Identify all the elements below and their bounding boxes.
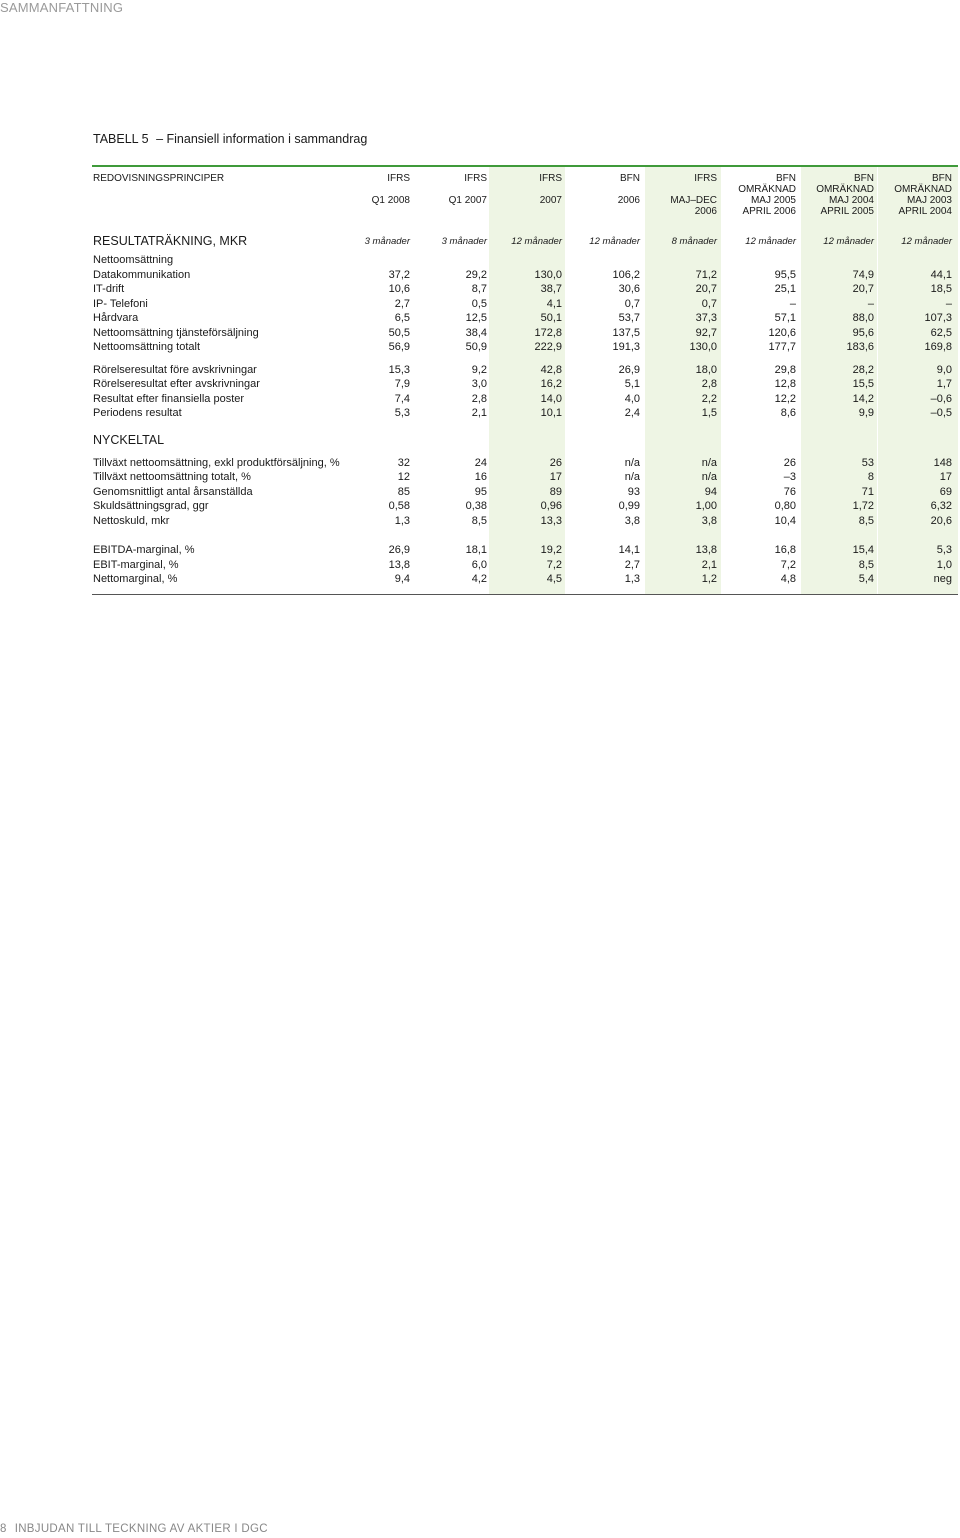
row-label: Genomsnittligt antal årsanställda [93,486,253,498]
header-cell: OMRÄKNAD [816,184,874,195]
value-cell: n/a [701,471,717,483]
period-cell: 8 månader [671,236,717,247]
value-cell: 13,8 [388,559,410,571]
value-cell: 3,8 [624,515,640,527]
section-title: RESULTATRÄKNING, MKR [93,234,248,248]
value-cell: 137,5 [612,327,640,339]
value-cell: 12,5 [465,312,487,324]
value-cell: 1,0 [936,559,952,571]
value-cell: 8,5 [858,559,874,571]
value-cell: 89 [549,486,562,498]
value-cell: 16,8 [774,544,796,556]
value-cell: 42,8 [540,364,562,376]
value-cell: 20,7 [695,283,717,295]
value-cell: 38,7 [540,283,562,295]
subheading: Nettoomsättning [93,254,174,266]
table-row [92,340,958,354]
value-cell: 169,8 [924,341,952,353]
value-cell: 85 [397,486,410,498]
value-cell: 8 [867,471,874,483]
table-row [92,282,958,296]
value-cell: 71,2 [695,269,717,281]
value-cell: 44,1 [930,269,952,281]
value-cell: 69 [939,486,952,498]
row-label: Rörelseresultat före avskrivningar [93,364,257,376]
header-cell: MAJ 2004 [828,195,874,206]
header-cell: 2006 [617,195,640,206]
header-cell: BFN [854,173,874,184]
section-header: SAMMANFATTNING [0,0,124,15]
value-cell: n/a [701,457,717,469]
value-cell: 18,0 [695,364,717,376]
header-cell: MAJ–DEC [670,195,717,206]
value-cell: 10,6 [388,283,410,295]
table-row [92,499,958,513]
header-cell: IFRS [694,173,717,184]
value-cell: 191,3 [612,341,640,353]
row-label: Tillväxt nettoomsättning, exkl produktförsäljning, % [93,457,340,469]
value-cell: 37,3 [695,312,717,324]
value-cell: 53 [861,457,874,469]
principles-label: REDOVISNINGSPRINCIPER [93,173,225,184]
value-cell: –0,6 [930,393,952,405]
net-sales-heading [92,253,958,267]
section-income [92,234,958,248]
value-cell: 8,6 [780,407,796,419]
row-label: Nettoomsättning totalt [93,341,201,353]
value-cell: 19,2 [540,544,562,556]
value-cell: 222,9 [534,341,562,353]
value-cell: 2,8 [471,393,487,405]
value-cell: 15,5 [852,378,874,390]
row-label: Nettoomsättning tjänsteförsäljning [93,327,259,339]
row-label: Datakommunikation [93,269,191,281]
value-cell: 12 [397,471,410,483]
value-cell: 93 [627,486,640,498]
value-cell: 7,9 [394,378,410,390]
table-row [92,326,958,340]
table-row [92,268,958,282]
value-cell: 71 [861,486,874,498]
row-label: Nettomarginal, % [93,573,178,585]
table-row [92,363,958,377]
value-cell: 5,3 [936,544,952,556]
value-cell: 12,8 [774,378,796,390]
value-cell: 9,0 [936,364,952,376]
header-cell: BFN [932,173,952,184]
header-cell: OMRÄKNAD [738,184,796,195]
value-cell: 56,9 [388,341,410,353]
value-cell: 94 [704,486,717,498]
value-cell: 26,9 [388,544,410,556]
table-row [92,572,958,586]
value-cell: 26,9 [618,364,640,376]
period-cell: 12 månader [745,236,796,247]
value-cell: 1,2 [701,573,717,585]
header-cell: BFN [620,173,640,184]
value-cell: 106,2 [612,269,640,281]
value-cell: 120,6 [768,327,796,339]
header-cell: Q1 2008 [371,195,410,206]
section-kpi [92,433,958,447]
value-cell: 32 [397,457,410,469]
table-row [92,377,958,391]
value-cell: 0,58 [388,500,410,512]
value-cell: 1,00 [695,500,717,512]
value-cell: 8,5 [858,515,874,527]
table-row [92,470,958,484]
table-row [92,456,958,470]
row-label: Skuldsättningsgrad, ggr [93,500,209,512]
value-cell: 183,6 [846,341,874,353]
row-label: Nettoskuld, mkr [93,515,170,527]
period-cell: 12 månader [901,236,952,247]
value-cell: 53,7 [618,312,640,324]
period-cell: 12 månader [589,236,640,247]
row-label: Resultat efter finansiella poster [93,393,245,405]
value-cell: 18,5 [930,283,952,295]
value-cell: 4,2 [471,573,487,585]
value-cell: 2,1 [471,407,487,419]
value-cell: n/a [624,471,640,483]
table-row [92,558,958,572]
value-cell: 3,8 [701,515,717,527]
value-cell: 28,2 [852,364,874,376]
value-cell: 20,6 [930,515,952,527]
value-cell: 15,3 [388,364,410,376]
header-cell: Q1 2007 [448,195,487,206]
value-cell: 4,1 [546,298,562,310]
value-cell: 74,9 [852,269,874,281]
value-cell: 107,3 [924,312,952,324]
value-cell: 18,1 [465,544,487,556]
value-cell: 62,5 [930,327,952,339]
value-cell: neg [933,573,952,585]
value-cell: 7,2 [546,559,562,571]
value-cell: 172,8 [534,327,562,339]
value-cell: 20,7 [852,283,874,295]
value-cell: 2,4 [624,407,640,419]
value-cell: 29,2 [465,269,487,281]
value-cell: 12,2 [774,393,796,405]
header-cell: IFRS [464,173,487,184]
value-cell: 88,0 [852,312,874,324]
header-cell: MAJ 2003 [906,195,952,206]
value-cell: 1,7 [936,378,952,390]
value-cell: – [867,298,874,310]
value-cell: 14,1 [618,544,640,556]
value-cell: 6,5 [394,312,410,324]
value-cell: 16,2 [540,378,562,390]
row-label: Hårdvara [93,312,139,324]
value-cell: 0,80 [774,500,796,512]
value-cell: 0,38 [465,500,487,512]
header-cell: BFN [776,173,796,184]
value-cell: 50,5 [388,327,410,339]
value-cell: n/a [624,457,640,469]
table-title-text: Finansiell information i sammandrag [166,132,368,146]
value-cell: 13,3 [540,515,562,527]
table-row [92,392,958,406]
row-label: Rörelseresultat efter avskrivningar [93,378,260,390]
table-row [92,543,958,557]
value-cell: 5,4 [858,573,874,585]
value-cell: 5,3 [394,407,410,419]
period-cell: 3 månader [364,236,410,247]
footer-text: INBJUDAN TILL TECKNING AV AKTIER I DGC [14,1523,268,1535]
value-cell: 6,32 [930,500,952,512]
period-cell: 3 månader [441,236,487,247]
value-cell: 1,72 [852,500,874,512]
row-label: Tillväxt nettoomsättning totalt, % [93,471,251,483]
value-cell: 50,9 [465,341,487,353]
value-cell: 4,8 [780,573,796,585]
value-cell: 14,0 [540,393,562,405]
value-cell: 0,5 [471,298,487,310]
period-cell: 12 månader [823,236,874,247]
value-cell: 8,5 [471,515,487,527]
page-number: 8 [0,1523,7,1535]
value-cell: 8,7 [471,283,487,295]
value-cell: 2,8 [701,378,717,390]
table-title: TABELL 5 – Finansiell information i sammandrag [93,132,368,146]
value-cell: 38,4 [465,327,487,339]
page-footer [0,1523,268,1535]
value-cell: 0,7 [701,298,717,310]
value-cell: –3 [783,471,796,483]
value-cell: 17 [939,471,952,483]
value-cell: 177,7 [768,341,796,353]
value-cell: 50,1 [540,312,562,324]
value-cell: –0,5 [930,407,952,419]
value-cell: 0,7 [624,298,640,310]
table-row [92,485,958,499]
value-cell: 2,2 [701,393,717,405]
row-label: Periodens resultat [93,407,182,419]
value-cell: 0,96 [540,500,562,512]
value-cell: 5,1 [624,378,640,390]
row-label: EBIT-marginal, % [93,559,179,571]
table-row [92,311,958,325]
value-cell: 0,99 [618,500,640,512]
header-cell: IFRS [387,173,410,184]
value-cell: 37,2 [388,269,410,281]
value-cell: 7,2 [780,559,796,571]
value-cell: 26 [549,457,562,469]
header-cell: 2007 [539,195,562,206]
value-cell: 25,1 [774,283,796,295]
value-cell: 95 [474,486,487,498]
header-row [92,173,958,217]
value-cell: 130,0 [689,341,717,353]
value-cell: 10,4 [774,515,796,527]
table-row [92,514,958,528]
header-cell: OMRÄKNAD [894,184,952,195]
value-cell: 1,3 [624,573,640,585]
value-cell: 15,4 [852,544,874,556]
table-top-rule [92,165,958,167]
value-cell: 4,0 [624,393,640,405]
value-cell: 4,5 [546,573,562,585]
value-cell: 9,9 [858,407,874,419]
value-cell: 30,6 [618,283,640,295]
value-cell: 2,7 [624,559,640,571]
value-cell: 1,5 [701,407,717,419]
value-cell: 148 [933,457,952,469]
table-number: TABELL 5 [93,132,149,146]
value-cell: 7,4 [394,393,410,405]
section-title: NYCKELTAL [93,433,165,447]
value-cell: 95,5 [774,269,796,281]
value-cell: – [789,298,796,310]
value-cell: 3,0 [471,378,487,390]
value-cell: 16 [474,471,487,483]
value-cell: 92,7 [695,327,717,339]
row-label: IT-drift [93,283,125,295]
value-cell: 76 [783,486,796,498]
header-cell: IFRS [539,173,562,184]
table-row [92,297,958,311]
header-cell: APRIL 2005 [820,206,874,217]
row-label: EBITDA-marginal, % [93,544,195,556]
value-cell: – [945,298,952,310]
value-cell: 10,1 [540,407,562,419]
value-cell: 9,4 [394,573,410,585]
value-cell: 2,1 [701,559,717,571]
value-cell: 14,2 [852,393,874,405]
table-row [92,406,958,420]
table-bottom-rule [92,594,958,595]
value-cell: 13,8 [695,544,717,556]
value-cell: 1,3 [394,515,410,527]
value-cell: 95,6 [852,327,874,339]
value-cell: 17 [549,471,562,483]
value-cell: 57,1 [774,312,796,324]
header-cell: 2006 [694,206,717,217]
header-cell: APRIL 2006 [742,206,796,217]
header-cell: APRIL 2004 [898,206,952,217]
value-cell: 9,2 [471,364,487,376]
header-cell: MAJ 2005 [750,195,796,206]
row-label: IP- Telefoni [93,298,148,310]
value-cell: 24 [474,457,487,469]
value-cell: 130,0 [534,269,562,281]
value-cell: 29,8 [774,364,796,376]
value-cell: 2,7 [394,298,410,310]
value-cell: 26 [783,457,796,469]
value-cell: 6,0 [471,559,487,571]
financial-summary-table [92,165,958,595]
period-cell: 12 månader [511,236,562,247]
